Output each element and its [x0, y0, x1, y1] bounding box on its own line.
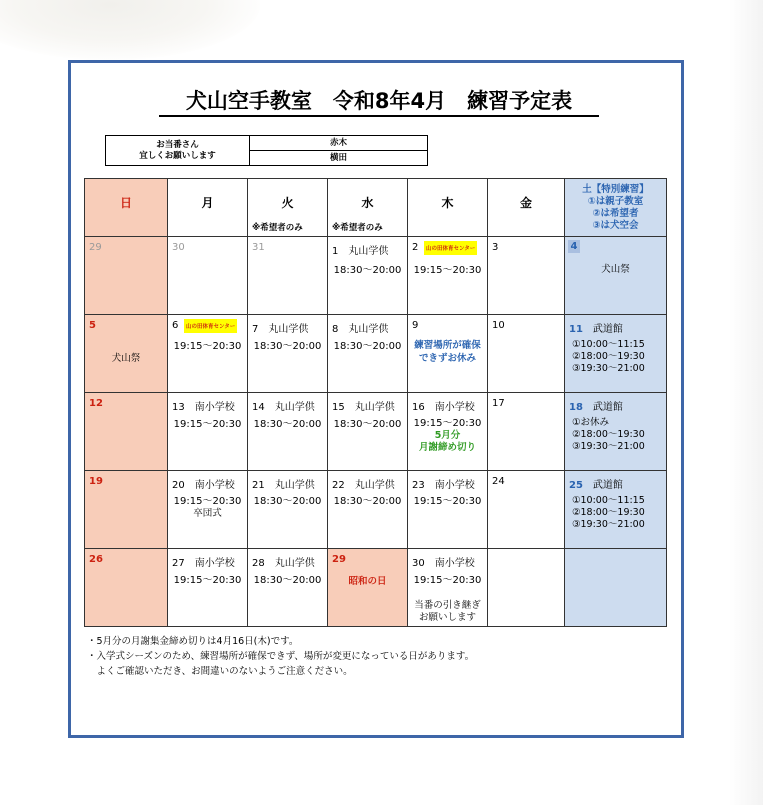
day-cell: 16 南小学校 19:15～20:30 5月分 月謝締め切り [408, 393, 488, 471]
day-cell: 24 [488, 471, 565, 549]
day-cell [488, 549, 565, 627]
day-cell: 14 丸山学供 18:30～20:00 [248, 393, 328, 471]
duty-name-2: 横田 [250, 151, 428, 166]
calendar-table [84, 178, 667, 627]
day-cell: 13 南小学校 19:15～20:30 [168, 393, 248, 471]
notes [87, 634, 474, 679]
schedule-sheet [68, 60, 684, 738]
day-cell: 15 丸山学供 18:30～20:00 [328, 393, 408, 471]
day-cell: 30 [168, 237, 248, 315]
day-cell [565, 549, 667, 627]
day-cell: 26 [85, 549, 168, 627]
header-friday: 金 [488, 179, 565, 237]
day-cell: 22 丸山学供 18:30～20:00 [328, 471, 408, 549]
holiday-label: 昭和の日 [348, 576, 387, 587]
background-glow [0, 0, 260, 60]
calendar-header-row [85, 179, 667, 237]
day-cell: 8 丸山学供 18:30～20:00 [328, 315, 408, 393]
venue-tag: 山の田体育センター [424, 241, 477, 255]
day-cell: 31 [248, 237, 328, 315]
week-row [85, 237, 667, 315]
day-cell: 11 武道館 ①10:00～11:15 ②18:00～19:30 ③19:30～21:00 [565, 315, 667, 393]
header-sunday: 日 [85, 179, 168, 237]
duty-name-1: 赤木 [250, 136, 428, 151]
day-cell: 4 犬山祭 [565, 237, 667, 315]
day-cell: 19 [85, 471, 168, 549]
day-cell: 10 [488, 315, 565, 393]
note-line: ・5月分の月謝集金締め切りは4月16日(木)です。 [87, 636, 299, 647]
week-row [85, 315, 667, 393]
day-cell: 7 丸山学供 18:30～20:00 [248, 315, 328, 393]
header-thursday: 木 [408, 179, 488, 237]
day-cell: 9 練習場所が確保 できずお休み [408, 315, 488, 393]
day-cell: 2 山の田体育センター 19:15～20:30 [408, 237, 488, 315]
day-cell: 3 [488, 237, 565, 315]
duty-label-line2: 宜しくお願いします [139, 150, 216, 161]
day-cell: 21 丸山学供 18:30～20:00 [248, 471, 328, 549]
duty-table [105, 135, 428, 166]
duty-label [106, 136, 250, 166]
day-cell: 29 昭和の日 [328, 549, 408, 627]
header-monday: 月 [168, 179, 248, 237]
day-cell: 27 南小学校 19:15～20:30 [168, 549, 248, 627]
day-cell: 5 犬山祭 [85, 315, 168, 393]
day-cell: 18 武道館 ①お休み ②18:00～19:30 ③19:30～21:00 [565, 393, 667, 471]
day-cell: 20 南小学校 19:15～20:30 卒団式 [168, 471, 248, 549]
header-tuesday-note: ※希望者のみ [252, 223, 303, 233]
day-cell: 25 武道館 ①10:00～11:15 ②18:00～19:30 ③19:30～21:00 [565, 471, 667, 549]
duty-label-line1: お当番さん [156, 139, 199, 150]
day-cell: 1 丸山学供 18:30～20:00 [328, 237, 408, 315]
header-tuesday: 火 ※希望者のみ [248, 179, 328, 237]
note-line: よくご確認いただき、お間違いのないようご注意ください。 [87, 666, 353, 677]
page-edge-shade [729, 0, 763, 805]
week-row [85, 393, 667, 471]
week-row [85, 471, 667, 549]
day-cell: 23 南小学校 19:15～20:30 [408, 471, 488, 549]
header-wednesday: 水 ※希望者のみ [328, 179, 408, 237]
week-row [85, 549, 667, 627]
day-cell: 28 丸山学供 18:30～20:00 [248, 549, 328, 627]
day-cell: 29 [85, 237, 168, 315]
day-cell: 17 [488, 393, 565, 471]
header-saturday: 土【特別練習】 ①は親子教室 ②は希望者 ③は犬空会 [565, 179, 667, 237]
day-cell: 6 山の田体育センター 19:15～20:30 [168, 315, 248, 393]
note-line: ・入学式シーズンのため、練習場所が確保できず、場所が変更になっている日があります。 [87, 651, 475, 662]
header-wednesday-note: ※希望者のみ [332, 223, 383, 233]
day-cell: 30 南小学校 19:15～20:30 当番の引き継ぎ お願いします [408, 549, 488, 627]
venue-tag: 山の田体育センター [184, 319, 237, 333]
page-title: 犬山空手教室 令和8年4月 練習予定表 [159, 87, 599, 117]
day-cell: 12 [85, 393, 168, 471]
